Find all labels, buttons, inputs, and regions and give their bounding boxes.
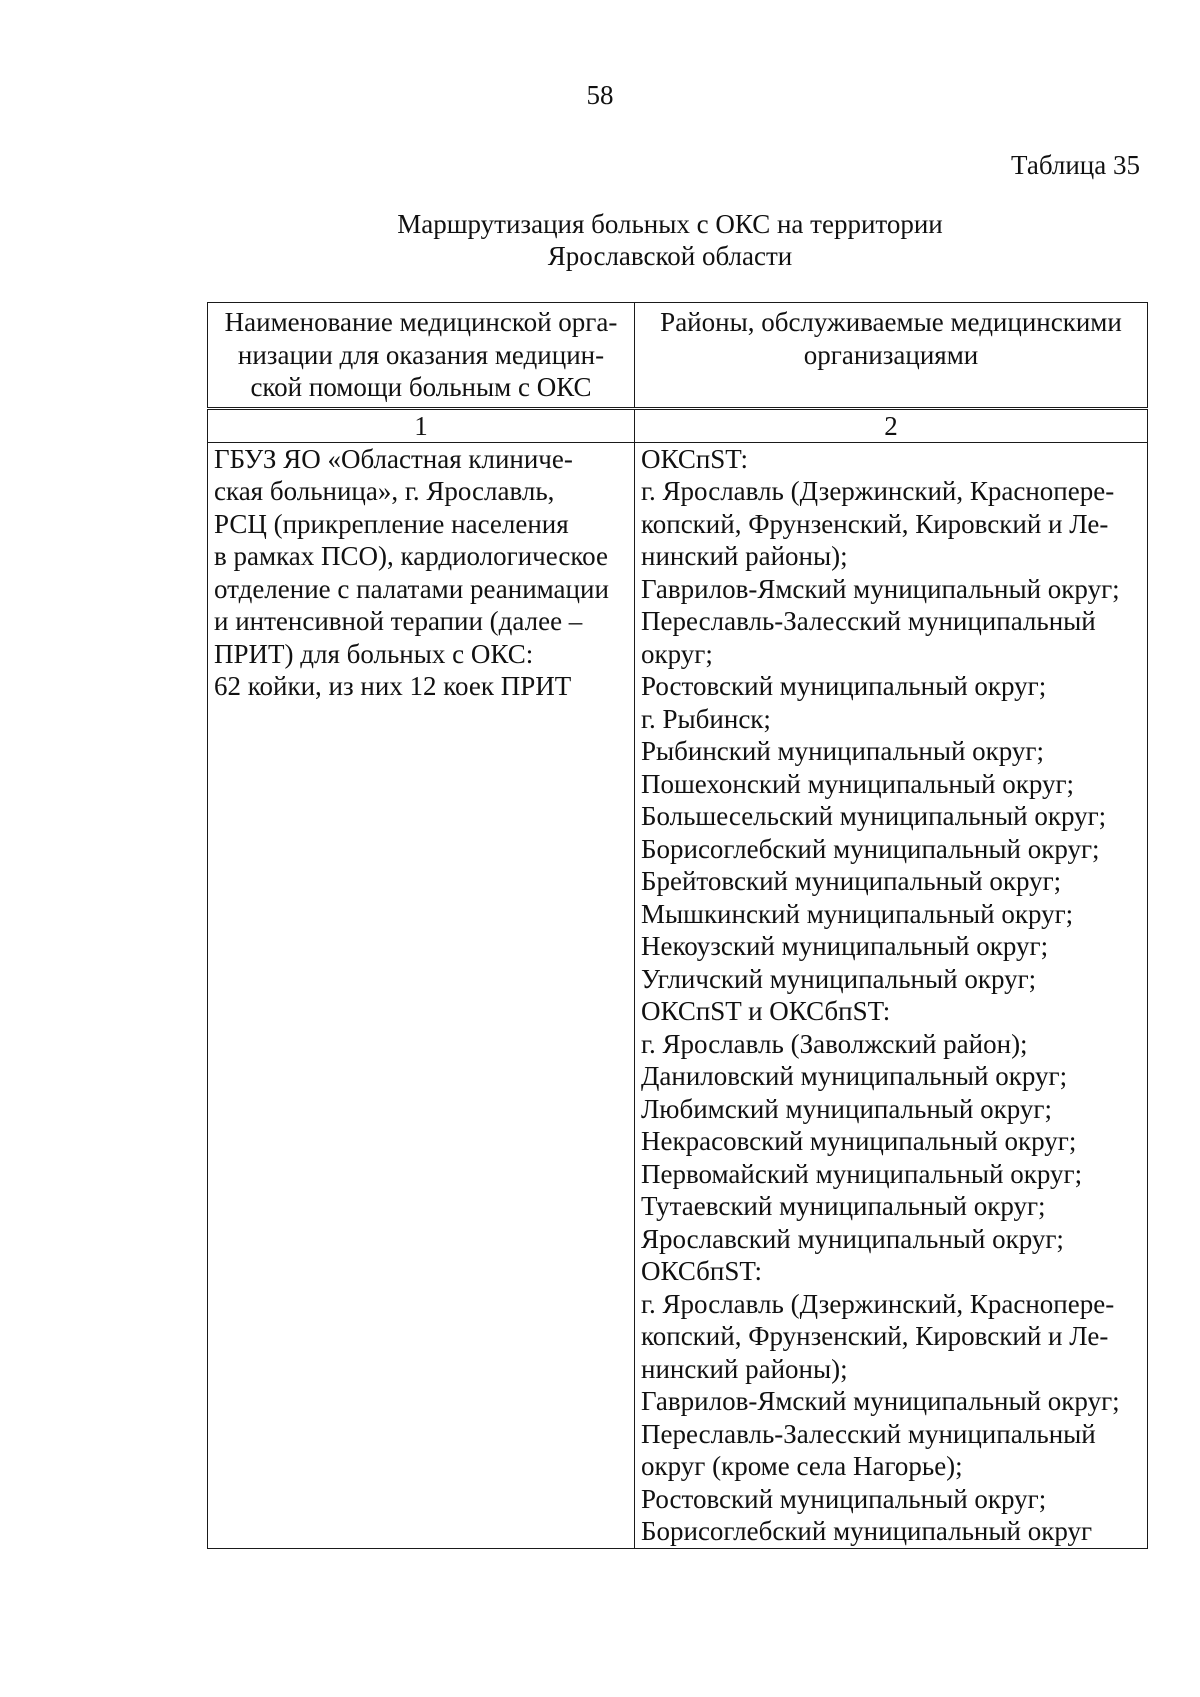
districts-cell <box>635 442 1148 1548</box>
district-line: г. Ярославль (Дзержинский, Краснопере- <box>641 476 1115 506</box>
district-line: Гаврилов-Ямский муниципальный округ; <box>641 1386 1120 1416</box>
district-line: нинский районы); <box>641 1353 848 1384</box>
district-line: г. Ярославль (Заволжский район); <box>641 1028 1028 1059</box>
district-line: Брейтовский муниципальный округ; <box>641 866 1062 896</box>
column-number-row <box>208 408 1148 442</box>
organization-line: ская больница», г. Ярославль, <box>214 476 555 506</box>
district-line: г. Ярославль (Дзержинский, Краснопере- <box>641 1288 1115 1319</box>
district-line: Борисоглебский муниципальный округ; <box>641 833 1100 864</box>
district-line: Ярославский муниципальный округ; <box>641 1223 1064 1254</box>
table-row <box>208 442 1148 1548</box>
organization-line: и интенсивной терапии (далее – <box>214 606 583 636</box>
page-number: 58 <box>586 80 614 110</box>
district-line: Тутаевский муниципальный округ; <box>641 1191 1046 1221</box>
district-line: округ (кроме села Нагорье); <box>641 1451 963 1481</box>
district-line: копский, Фрунзенский, Кировский и Ле- <box>641 508 1109 539</box>
header-districts <box>635 303 1148 409</box>
header-line: Районы, обслуживаемые медицинскими <box>660 307 1122 337</box>
organization-line: ГБУЗ ЯО «Областная клиниче- <box>214 443 573 474</box>
organization-line: 62 койки, из них 12 коек ПРИТ <box>214 671 572 701</box>
district-line: Переславль-Залесский муниципальный <box>641 606 1096 636</box>
district-line: Большесельский муниципальный округ; <box>641 801 1107 831</box>
district-line: Ростовский муниципальный округ; <box>641 1483 1047 1514</box>
district-line: Даниловский муниципальный округ; <box>641 1061 1068 1091</box>
column-number: 2 <box>635 408 1148 442</box>
district-line: Ростовский муниципальный округ; <box>641 671 1047 701</box>
district-line: Мышкинский муниципальный округ; <box>641 898 1074 929</box>
table-label: Таблица 35 <box>1011 150 1140 180</box>
district-line: Переславль-Залесский муниципальный <box>641 1418 1096 1449</box>
header-line: низации для оказания медицин- <box>237 339 605 370</box>
routing-table <box>207 302 1148 1549</box>
district-line: Некрасовский муниципальный округ; <box>641 1126 1077 1156</box>
organization-cell <box>208 442 635 1548</box>
organization-line: РСЦ (прикрепление населения <box>214 508 569 539</box>
header-line: Наименование медицинской орга- <box>224 307 618 337</box>
header-line: организациями <box>803 339 979 370</box>
header-organization <box>208 303 635 409</box>
district-line: Некоузский муниципальный округ; <box>641 931 1049 961</box>
district-line: округ; <box>641 638 713 669</box>
column-number: 1 <box>208 408 635 442</box>
district-line: г. Рыбинск; <box>641 703 771 734</box>
table-header-row <box>208 303 1148 409</box>
district-line: ОКСпST: <box>641 443 748 474</box>
organization-line: в рамках ПСО), кардиологическое <box>214 541 608 571</box>
district-line: ОКСпST и ОКСбпST: <box>641 996 891 1026</box>
district-line: Пошехонский муниципальный округ; <box>641 768 1075 799</box>
district-line: Первомайский муниципальный округ; <box>641 1158 1083 1189</box>
district-line: Угличский муниципальный округ; <box>641 963 1037 994</box>
district-line: Борисоглебский муниципальный округ <box>641 1516 1093 1546</box>
title-line: Ярославской области <box>547 241 793 271</box>
document-title <box>300 208 1040 272</box>
district-line: нинский районы); <box>641 541 848 571</box>
title-line: Маршрутизация больных с ОКС на территории <box>397 209 943 239</box>
district-line: копский, Фрунзенский, Кировский и Ле- <box>641 1321 1109 1351</box>
district-line: ОКСбпST: <box>641 1256 763 1286</box>
district-line: Гаврилов-Ямский муниципальный округ; <box>641 573 1120 604</box>
header-line: ской помощи больным с ОКС <box>250 372 592 402</box>
district-line: Любимский муниципальный округ; <box>641 1093 1052 1124</box>
organization-line: ПРИТ) для больных с ОКС: <box>214 638 534 669</box>
district-line: Рыбинский муниципальный округ; <box>641 736 1045 766</box>
organization-line: отделение с палатами реанимации <box>214 573 609 604</box>
